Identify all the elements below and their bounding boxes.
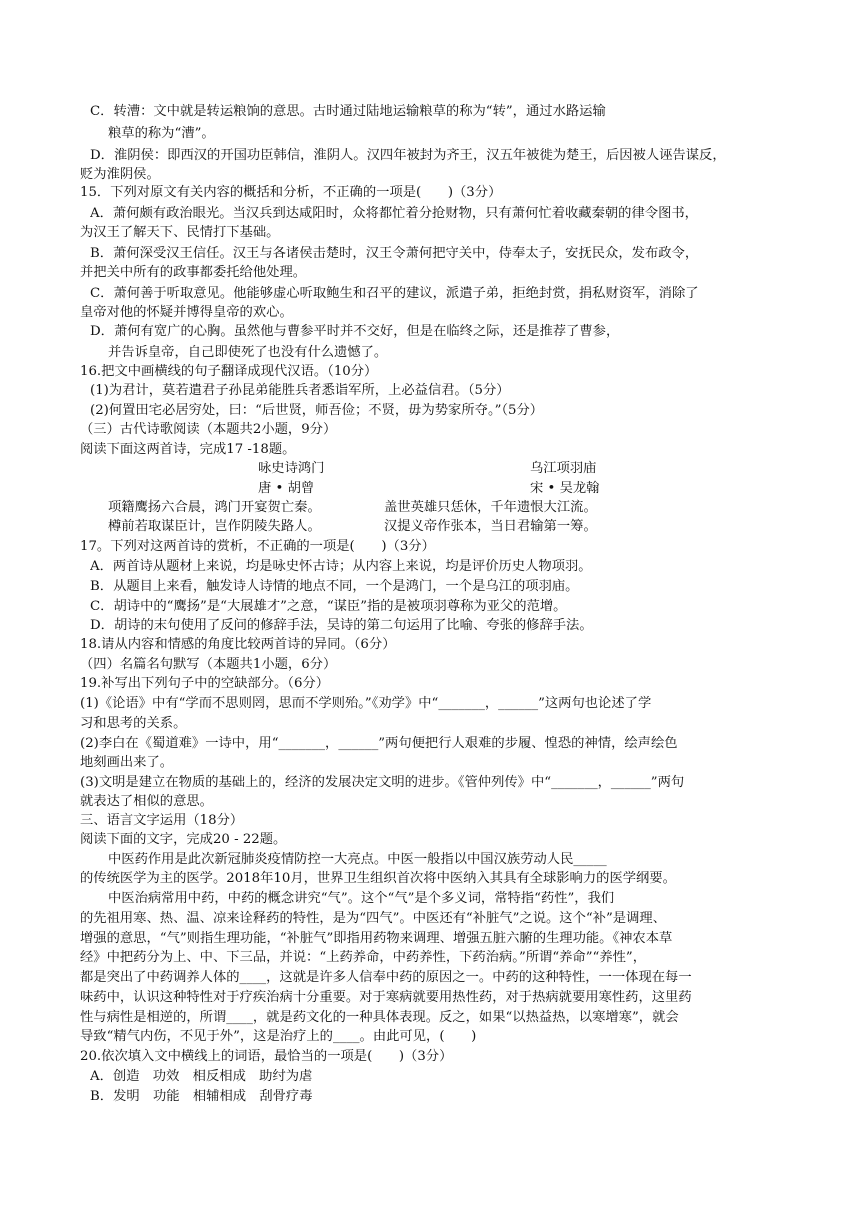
q15-option-d-cont: 并告诉皇帝，自己即使死了也没有什么遗憾了。 [108,345,388,360]
q17-option-c: C．胡诗中的“鹰扬”是“大展雄才”之意，“谋臣”指的是被项羽尊称为亚父的范增。 [90,599,567,614]
poem2-author: 宋 • 吴龙翰 [530,481,600,496]
section-language-heading: 三、语言文字运用（18分） [80,813,244,828]
q19-item-2: (2)李白在《蜀道难》一诗中，用“_______，______”两句便把行人艰难的步履、惶恐的神情，绘声绘色 [80,736,678,751]
q20-option-a: A．创造 功效 相反相成 助纣为虐 [90,1069,313,1084]
q19-item-1-cont: 习和思考的关系。 [80,716,187,731]
option-d-text-cont: 贬为淮阴侯。 [80,167,160,182]
question-20: 20.依次填入文中横线上的词语，最恰当的一项是( )（3分） [80,1049,453,1064]
passage-para-2-l5: 都是突出了中药调养人体的____，这就是许多人信奉中药的原因之一。中药的这种特性，一一体现在每一 [80,970,692,985]
language-instruction: 阅读下面的文字，完成20 - 22题。 [80,832,287,847]
poem2-line-2: 汉提义帝作张本，当日君输第一筹。 [384,519,597,534]
question-16: 16.把文中画横线的句子翻译成现代汉语。（10分） [80,364,378,379]
q15-option-b-cont: 并把关中所有的政事都委托给他处理。 [80,265,307,280]
poetry-instruction: 阅读下面这两首诗，完成17 -18题。 [80,442,296,457]
q15-option-c-cont: 皇帝对他的怀疑并博得皇帝的欢心。 [80,305,293,320]
q15-option-d: D．萧何有宽广的心胸。虽然他与曹参平时并不交好，但是在临终之际，还是推荐了曹参， [90,324,620,339]
passage-para-2-l2: 的先祖用寒、热、温、凉来诠释药的特性，是为“四气”。中医还有“补脏气”之说。这个“补”是调理、 [80,911,666,926]
poem1-title: 咏史诗鸿门 [258,461,325,476]
question-17: 17。下列对这两首诗的赏析，不正确的一项是( )（3分） [80,539,435,554]
question-18: 18.请从内容和情感的角度比较两首诗的异同。（6分） [80,637,396,652]
passage-para-2-l6: 味药中，认识这种特性对于疗疾治病十分重要。对于寒病就要用热性药，对于热病就要用寒性药，这里药 [80,990,692,1005]
question-19: 19.补写出下列句子中的空缺部分。（6分） [80,676,330,691]
poem2-line-1: 盖世英雄只恁休，千年遗恨大江流。 [384,500,597,515]
passage-para-1: 中医药作用是此次新冠肺炎疫情防控一大亮点。中医一般指以中国汉族劳动人民_____ [108,852,607,867]
section-recitation-heading: （四）名篇名句默写（本题共1小题，6分） [80,657,337,672]
question-15: 15．下列对原文有关内容的概括和分析，不正确的一项是( )（3分） [80,185,502,200]
option-d-text: D．淮阴侯：即西汉的开国功臣韩信，淮阴人。汉四年被封为齐王，汉五年被徙为楚王，后因被人诬告谋反， [90,148,726,163]
q15-option-a: A．萧何颇有政治眼光。当汉兵到达咸阳时，众将都忙着分抢财物，只有萧何忙着收藏秦朝的律令图书， [90,206,698,221]
q16-item-2: (2)何置田宅必居穷处，曰：“后世贤，师吾俭；不贤，毋为势家所夺。”（5分） [90,403,544,418]
q19-item-3: (3)文明是建立在物质的基础上的，经济的发展决定文明的进步。《管仲列传》中“_______，______”两句 [80,775,685,790]
q15-option-c: C．萧何善于听取意见。他能够虚心听取鲍生和召平的建议，派遣子弟，拒绝封赏，捐私财资军，消除了 [90,286,699,301]
q15-option-b: B．萧何深受汉王信任。汉王与各诸侯击楚时，汉王令萧何把守关中，侍奉太子，安抚民众，发布政令， [90,246,699,261]
passage-para-2: 中医治病常用中药，中药的概念讲究“气”。这个“气”是个多义词，常特指“药性”，我们 [108,891,615,906]
section-poetry-heading: （三）古代诗歌阅读（本题共2小题，9分） [80,422,337,437]
q16-item-1: (1)为君计，莫若遣君子孙昆弟能胜兵者悉诣军所，上必益信君。（5分） [90,383,510,398]
q20-option-b: B．发明 功能 相辅相成 刮骨疗毒 [90,1089,313,1104]
poem1-line-2: 樽前若取谋臣计，岂作阴陵失路人。 [108,519,321,534]
option-c-text-cont: 粮草的称为“漕”。 [108,126,215,141]
q15-option-a-cont: 为汉王了解天下、民情打下基础。 [80,225,280,240]
q19-item-3-cont: 就表达了相似的意思。 [80,794,213,809]
poem1-author: 唐 • 胡曾 [258,481,315,496]
passage-para-2-l7: 性与病性是相逆的，所谓____，就是药文化的一种具体表现。反之，如果“以热益热，以寒增寒”，就会 [80,1010,679,1025]
option-c-text: C．转漕：文中就是转运粮饷的意思。古时通过陆地运输粮草的称为“转”，通过水路运输 [90,104,606,119]
passage-para-1-cont: 的传统医学为主的医学。2018年10月，世界卫生组织首次将中医纳入其具有全球影响力的医学纲要。 [80,871,676,886]
poem1-line-1: 项籍鹰扬六合晨，鸿门开宴贺亡秦。 [108,500,321,515]
passage-para-2-l8: 导致“精气内伤，不见于外”，这是治疗上的____。由此可见，( ) [80,1029,477,1044]
q17-option-d: D．胡诗的末句使用了反问的修辞手法，吴诗的第二句运用了比喻、夸张的修辞手法。 [90,618,593,633]
q17-option-a: A．两首诗从题材上来说，均是咏史怀古诗；从内容上来说，均是评价历史人物项羽。 [90,559,592,574]
q17-option-b: B．从题目上来看，触发诗人诗情的地点不同，一个是鸿门，一个是乌江的项羽庙。 [90,579,579,594]
q19-item-1: (1)《论语》中有“学而不思则罔，思而不学则殆。”《劝学》中“_______，______”这两句也论述了学 [80,696,652,711]
q19-item-2-cont: 地刻画出来了。 [80,755,174,770]
poem2-title: 乌江项羽庙 [530,461,597,476]
passage-para-2-l3: 增强的意思，“气”则指生理功能，“补脏气”即指用药物来调理、增强五脏六腑的生理功能。《神农本草 [80,931,673,946]
passage-para-2-l4: 经》中把药分为上、中、下三品，并说：“上药养命，中药养性，下药治病。”所谓“养命”“养性”， [80,950,647,965]
